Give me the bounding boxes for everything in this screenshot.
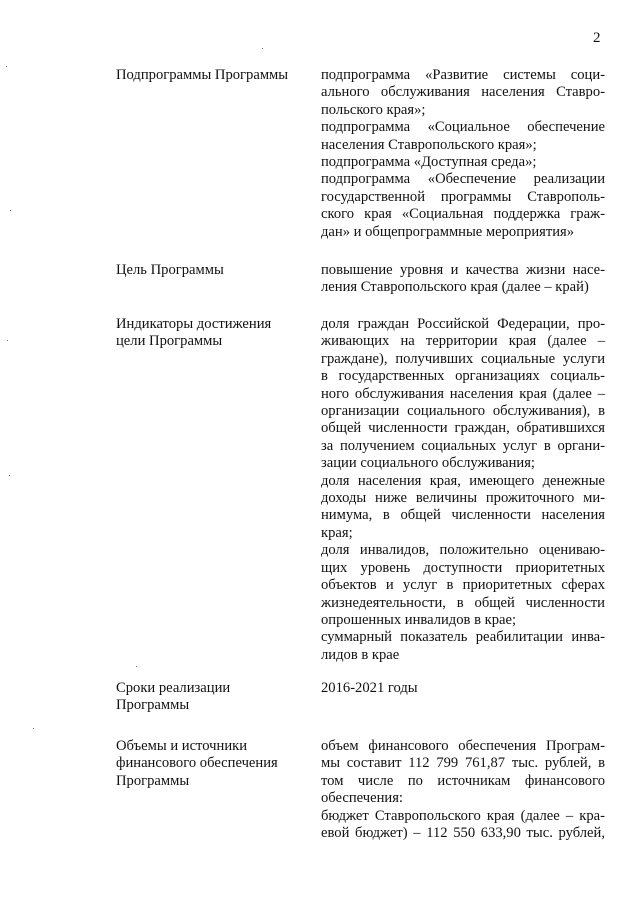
financing-label-line: Объемы и источники [116,738,248,754]
indicators-line: живающих на территории края (далее – [321,333,605,350]
subprograms-line: подпрограмма «Социальное обеспечение [321,119,605,136]
indicators-line: зации социального обслуживания; [321,455,535,472]
indicators-line: доходы ниже величины прожиточного ми- [321,490,605,507]
indicators-line: ного обслуживания населения края (далее – [321,385,605,402]
financing-line: мы составит 112 799 761,87 тыс. рублей, в [321,755,605,772]
subprograms-line: ального обслуживания населения Ставро- [321,84,605,101]
financing-label-line: финансового обеспечения [116,755,278,772]
subprograms-label [116,67,306,84]
indicators-line: в государственных организациях социаль- [321,368,605,385]
terms-line: 2016-2021 годы [321,680,418,696]
indicators-line: нимума, в общей численности населения [321,507,605,524]
indicators-line: доля населения края, имеющего денежные [321,472,605,489]
financing-line: евой бюджет) – 112 550 633,90 тыс. рублей, [321,825,605,842]
goal-line: повышение уровня и качества жизни насе- [321,262,605,278]
indicators-line: края; [321,524,353,541]
indicators-line: организации социального обслуживания), в [321,403,605,420]
scan-speck [9,475,10,476]
scan-speck [6,66,7,67]
indicators-line: граждане), получивших социальные услуги [321,350,605,367]
subprograms-label-line: Подпрограммы Программы [116,67,289,83]
financing-label-line: Программы [116,772,190,789]
scan-speck [262,48,263,49]
indicators-line: жизнедеятельности, в общей численности [321,594,605,611]
indicators-line: щих уровень доступности приоритетных [321,559,605,576]
indicators-label-line: цели Программы [116,333,223,350]
subprograms-line: дан» и общепрограммные мероприятия» [321,223,575,240]
financing-line: бюджет Ставропольского края (далее – кра- [321,807,605,824]
indicators-line: объектов и услуг в приоритетных сферах [321,577,605,594]
goal-label [116,262,306,279]
scan-speck [10,210,11,211]
scan-speck [33,728,34,729]
financing-line: объем финансового обеспечения Програм- [321,738,605,754]
indicators-content [321,316,605,664]
scan-speck [136,666,137,667]
indicators-line: опрошенных инвалидов в крае; [321,611,516,628]
subprograms-line: государственной программы Ставрополь- [321,188,605,205]
page-number: 2 [593,30,601,46]
financing-line: том числе по источникам финансового [321,772,605,789]
indicators-line: суммарный показатель реабилитации инва- [321,629,605,646]
terms-content [321,680,605,697]
financing-content [321,738,605,842]
indicators-line: доля граждан Российской Федерации, про- [321,316,605,332]
subprograms-line: населения Ставропольского края»; [321,136,537,153]
subprograms-line: ского края «Социальная поддержка граж- [321,206,605,223]
subprograms-line: подпрограмма «Доступная среда»; [321,154,537,171]
indicators-line: за получением социальных услуг в органи- [321,437,605,454]
indicators-line: лидов в крае [321,646,400,663]
indicators-line: общей численности граждан, обратившихся [321,420,605,437]
financing-line: обеспечения: [321,790,403,807]
goal-label-line: Цель Программы [116,262,224,278]
subprograms-content [321,67,605,241]
indicators-line: доля инвалидов, положительно оцениваю- [321,542,605,559]
financing-label [116,738,306,790]
terms-label [116,680,306,715]
terms-label-line: Сроки реализации [116,680,231,696]
indicators-label [116,316,306,351]
goal-content [321,262,605,297]
indicators-label-line: Индикаторы достижения [116,316,272,332]
scan-speck [7,340,8,341]
subprograms-line: подпрограмма «Обеспечение реализации [321,171,605,188]
subprograms-line: польского края»; [321,101,426,118]
goal-line: ления Ставропольского края (далее – край) [321,279,589,296]
terms-label-line: Программы [116,697,190,714]
subprograms-line: подпрограмма «Развитие системы соци- [321,67,605,83]
